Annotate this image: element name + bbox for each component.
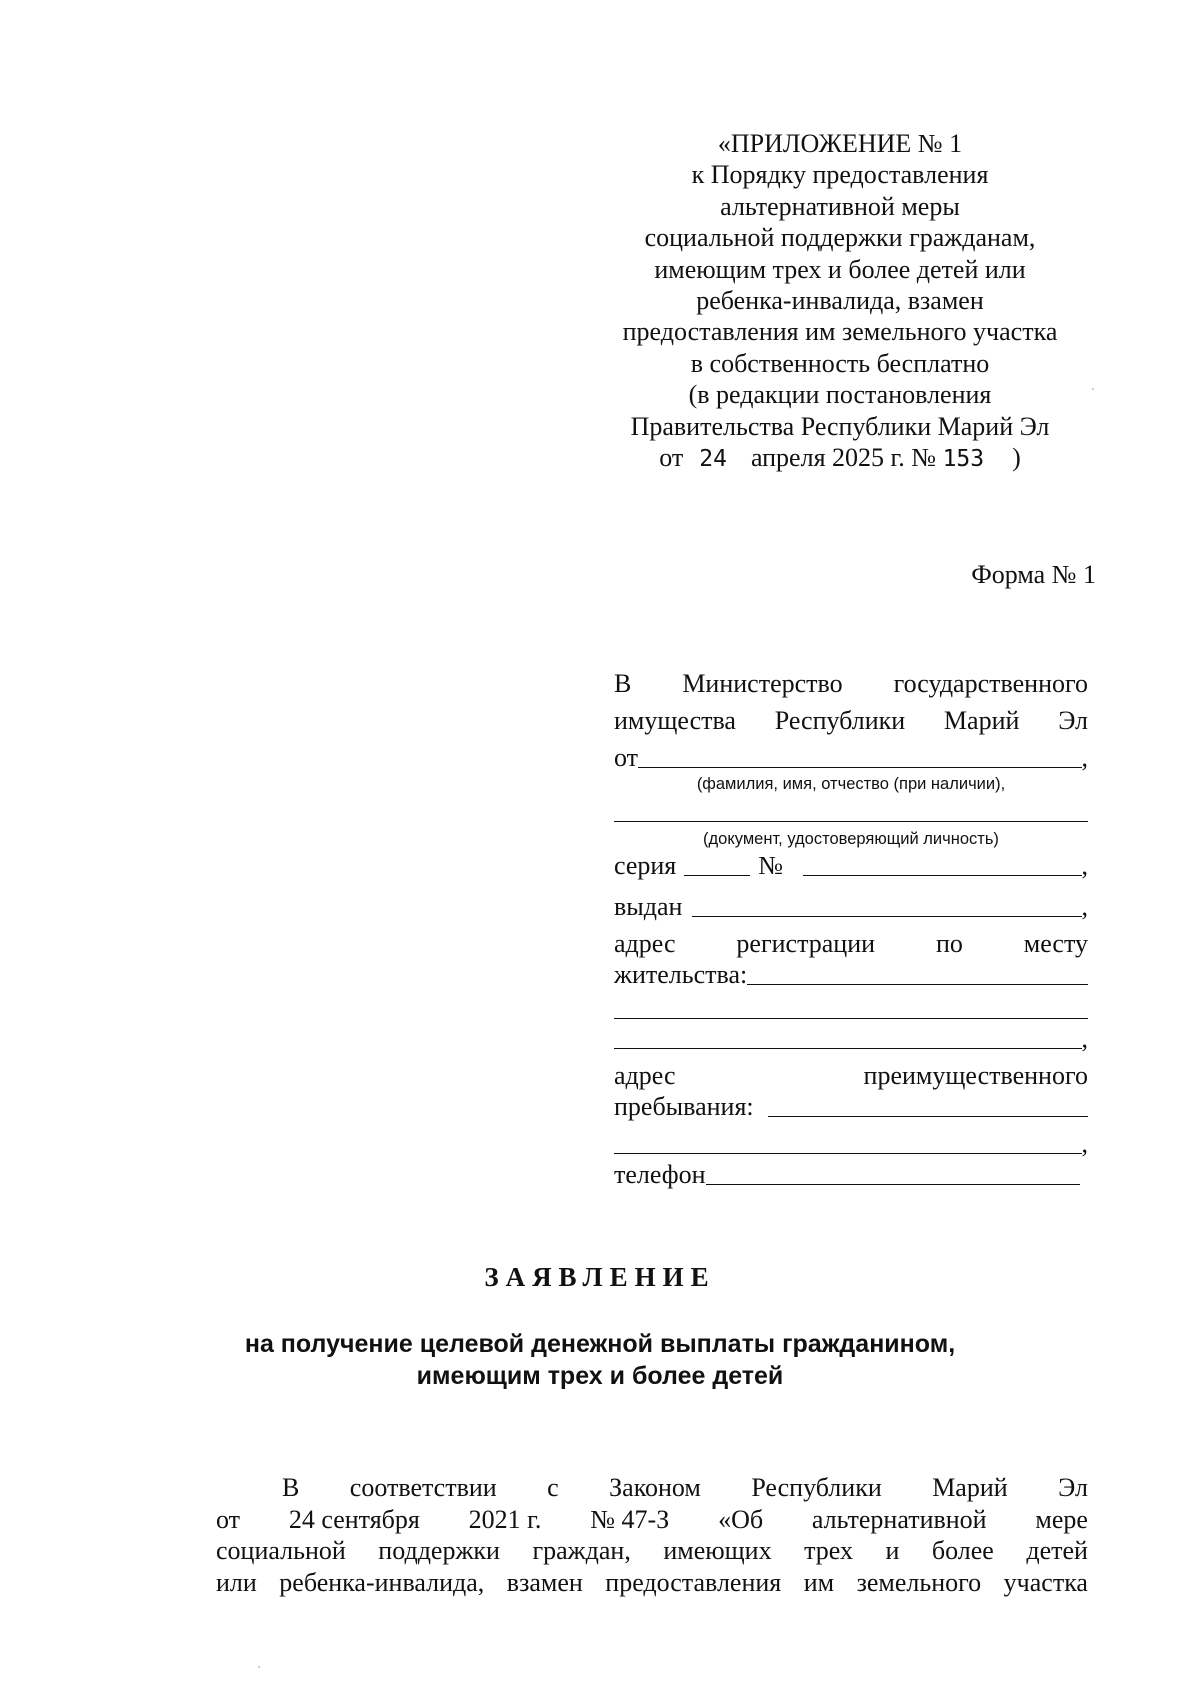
appendix-line: ребенка-инвалида, взамен	[696, 286, 984, 316]
document-subtitle	[0, 1328, 1200, 1392]
resolution-number: 153	[942, 446, 985, 473]
stay-row	[614, 1091, 1088, 1122]
body-word: № 47-З	[590, 1504, 670, 1534]
body-word: социальной	[216, 1536, 346, 1565]
residence-label: жительства:	[614, 960, 748, 989]
subtitle-line: на получение целевой денежной выплаты гражданином,	[244, 1330, 956, 1358]
appendix-line: (в редакции постановления	[688, 380, 992, 410]
body-word: с	[547, 1473, 559, 1502]
body-word: соответствии	[349, 1473, 497, 1502]
phone-row	[614, 1159, 1088, 1190]
body-line	[216, 1504, 1088, 1536]
recipient-word: В	[614, 669, 632, 698]
body-word: 2021 г.	[468, 1504, 542, 1534]
applicant-name-field[interactable]	[638, 745, 1081, 768]
appendix-line: в собственность бесплатно	[690, 348, 990, 378]
scan-speck	[258, 1666, 260, 1668]
body-word: граждан,	[532, 1536, 631, 1565]
body-word: «Об	[718, 1504, 764, 1534]
body-word: земельного	[856, 1567, 982, 1597]
label-word: регистрации	[736, 929, 876, 958]
body-word: или	[216, 1567, 257, 1597]
body-line	[216, 1535, 1088, 1567]
body-word: В	[282, 1473, 300, 1502]
body-paragraph	[216, 1472, 1088, 1598]
close-paren: )	[1012, 443, 1021, 473]
recipient-word: государственного	[893, 669, 1088, 698]
registration-address-row-3	[614, 1023, 1088, 1054]
body-word: Эл	[1058, 1473, 1088, 1502]
series-label: серия	[614, 851, 677, 880]
recipient-word: Эл	[1058, 706, 1088, 735]
appendix-line: социальной поддержки гражданам,	[644, 223, 1036, 253]
body-word: предоставления	[605, 1567, 782, 1597]
appendix-header	[600, 128, 1080, 475]
body-word: Законом	[609, 1473, 701, 1502]
body-word: от	[216, 1504, 241, 1534]
comma: ,	[1081, 1024, 1088, 1053]
label-word: месту	[1023, 929, 1088, 958]
label-word: по	[935, 929, 963, 958]
body-word: участка	[1003, 1567, 1088, 1597]
issued-by-row	[614, 891, 1088, 922]
comma: ,	[1081, 892, 1088, 921]
preferred-address-field[interactable]	[768, 1094, 1088, 1117]
registration-address-field-2[interactable]	[614, 992, 1088, 1019]
resolution-date-line	[600, 442, 1080, 475]
body-word: взамен	[506, 1567, 583, 1597]
body-word: Республики	[751, 1473, 882, 1502]
recipient-word: Министерство	[682, 669, 843, 698]
subtitle-line: имеющим трех и более детей	[416, 1362, 784, 1390]
recipient-line	[614, 705, 1088, 736]
recipient-word: Республики	[774, 706, 906, 735]
resolution-month-year: апреля 2025 г. №	[750, 443, 937, 473]
body-word: мере	[1035, 1504, 1088, 1534]
body-line	[216, 1567, 1088, 1599]
body-word: трех	[804, 1536, 853, 1565]
document-series-row	[614, 850, 1088, 881]
recipient-word: имущества	[614, 706, 736, 735]
registration-address-label	[614, 928, 1088, 959]
body-word: 24 сентября	[288, 1504, 420, 1534]
appendix-line: к Порядку предоставления	[691, 160, 989, 190]
phone-label: телефон	[614, 1160, 706, 1189]
phone-field[interactable]	[706, 1162, 1081, 1185]
body-word: альтернативной	[811, 1504, 987, 1534]
body-word: им	[803, 1567, 835, 1597]
identity-document-field[interactable]	[614, 795, 1088, 822]
series-field[interactable]	[684, 853, 750, 876]
body-word: ребенка-инвалида,	[279, 1567, 485, 1597]
label-word: преимущественного	[863, 1061, 1088, 1090]
registration-address-field-3[interactable]	[614, 1026, 1082, 1049]
recipient-line	[614, 668, 1088, 699]
body-word: и	[885, 1536, 900, 1565]
comma: ,	[1081, 1129, 1088, 1158]
body-word: детей	[1026, 1536, 1088, 1565]
number-label: №	[758, 851, 784, 880]
comma: ,	[1081, 743, 1088, 772]
appendix-title: «ПРИЛОЖЕНИЕ № 1	[717, 129, 963, 158]
appendix-line: имеющим трех и более детей или	[654, 254, 1026, 284]
date-prefix: от	[659, 443, 684, 473]
comma: ,	[1081, 851, 1088, 880]
applicant-name-row	[614, 742, 1088, 773]
body-word: Марий	[932, 1473, 1008, 1502]
body-word: имеющих	[663, 1536, 772, 1565]
body-word: более	[931, 1536, 994, 1565]
document-caption: (документ, удостоверяющий личность)	[703, 830, 999, 848]
recipient-word: Марий	[943, 706, 1020, 735]
label-word: адрес	[614, 929, 676, 958]
appendix-line: Правительства Республики Марий Эл	[630, 411, 1050, 441]
document-title: ЗАЯВЛЕНИЕ	[484, 1262, 716, 1292]
form-number: Форма № 1	[971, 560, 1096, 589]
appendix-line: альтернативной меры	[720, 191, 960, 221]
scan-speck	[1092, 388, 1094, 390]
appendix-line: предоставления им земельного участка	[622, 317, 1058, 347]
registration-address-field[interactable]	[747, 962, 1088, 985]
resolution-day: 24	[699, 446, 727, 473]
residence-row	[614, 959, 1088, 990]
from-label: от	[614, 743, 639, 772]
addressee-block	[614, 668, 1088, 1190]
label-word: адрес	[614, 1061, 676, 1090]
preferred-address-row-2	[614, 1128, 1088, 1159]
document-number-field[interactable]	[803, 853, 1081, 876]
body-line	[216, 1472, 1088, 1504]
preferred-address-field-2[interactable]	[614, 1131, 1082, 1154]
name-caption: (фамилия, имя, отчество (при наличии),	[696, 775, 1006, 793]
issued-by-field[interactable]	[692, 894, 1081, 917]
preferred-address-label	[614, 1060, 1088, 1091]
body-word: поддержки	[378, 1536, 500, 1565]
stay-label: пребывания:	[614, 1092, 754, 1121]
issued-label: выдан	[614, 892, 683, 921]
